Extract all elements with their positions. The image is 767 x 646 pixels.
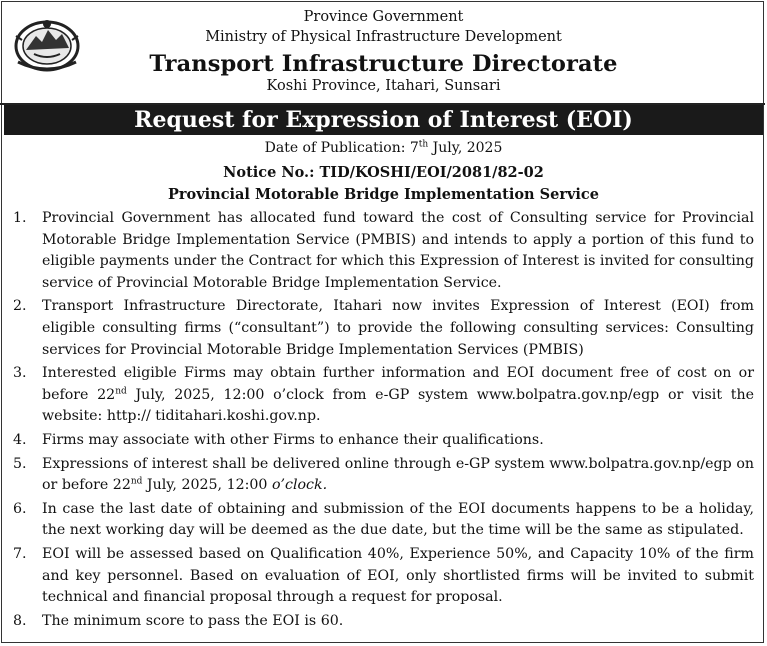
list-item: 3. Interested eligible Firms may obtain further information and EOI document free of cost on or before 22nd July, 2025, 12:00 o’clock from e-GP system www.bolpatra.gov.np/egp or visit the website: http:// tiditahari.koshi.gov.np. [13, 365, 754, 425]
list-item: 5. Expressions of interest shall be delivered online through e-GP system www.bolpatra.gov.np/egp on or before 22nd July, 2025, 12:00 o’clock. [13, 455, 754, 494]
service-title: Provincial Motorable Bridge Implementation Service [168, 186, 599, 203]
list-item: 6. In case the last date of obtaining and submission of the EOI documents happens to be a holiday, the next working day will be deemed as the due date, but the time will be the same as stipulated. [13, 500, 754, 539]
header [0, 0, 765, 102]
list-item: 7. EOI will be assessed based on Qualification 40%, Experience 50%, and Capacity 10% of the firm and key personnel. Based on evaluation of EOI, only shortlisted firms will be invited to submit technical and financial proposal through a request for proposal. [13, 545, 754, 606]
address: Koshi Province, Itahari, Sunsari [266, 78, 501, 94]
eoi-items [0, 208, 767, 634]
list-item: 8. The minimum score to pass the EOI is 60. [13, 612, 344, 629]
eoi-banner: Request for Expression of Interest (EOI) [4, 105, 763, 135]
ministry-name: Ministry of Physical Infrastructure Development [205, 29, 562, 45]
publication-date: Date of Publication: 7th July, 2025 [264, 139, 503, 156]
list-item: 4. Firms may associate with other Firms to enhance their qualifications. [13, 431, 544, 448]
list-item: 1. Provincial Government has allocated fund toward the cost of Consulting service for Provincial Motorable Bridge Implementation Service (PMBIS) and intends to apply a portion of this fund to eligible payments under the Contract for which this Expression of Interest is invited for consulting service of Provincial Motorable Bridge Implementation Service. [13, 210, 754, 291]
notice-number: Notice No.: TID/KOSHI/EOI/2081/82-02 [223, 164, 544, 181]
province-government: Province Government [303, 9, 464, 25]
directorate-title: Transport Infrastructure Directorate [149, 51, 618, 77]
list-item: 2. Transport Infrastructure Directorate, Itahari now invites Expression of Interest (EOI) from eligible consulting firms (“consultant”) to provide the following consulting services: Consulting services for Provincial Motorable Bridge Implementation Services (PMBIS) [13, 298, 754, 358]
